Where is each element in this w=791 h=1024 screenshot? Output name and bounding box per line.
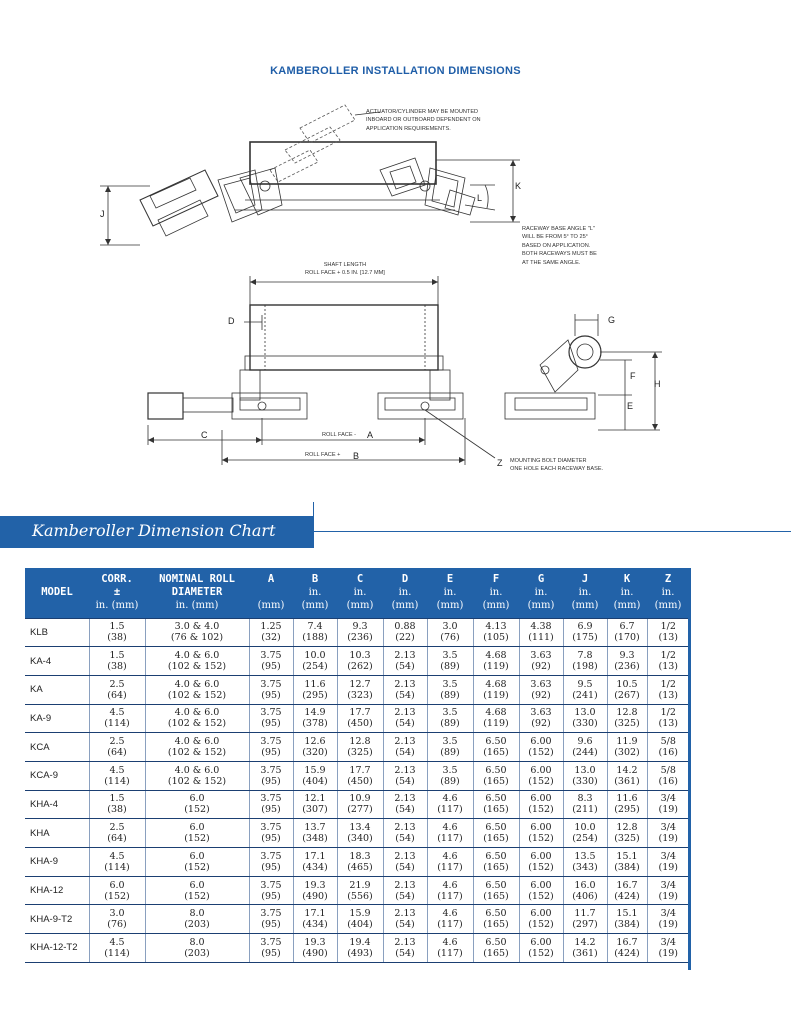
dim-b-cell: 12.1 (307) [293, 790, 337, 819]
dim-c-cell: 19.4 (493) [337, 934, 383, 963]
dim-a-cell: 3.75 (95) [249, 819, 293, 848]
dim-b-cell: 19.3 (490) [293, 934, 337, 963]
dim-f-cell: 6.50 (165) [473, 790, 519, 819]
dim-d-cell: 2.13 (54) [383, 675, 427, 704]
dim-z-cell: 3/4 (19) [647, 848, 689, 877]
dim-d-cell: 2.13 (54) [383, 647, 427, 676]
page-title: KAMBEROLLER INSTALLATION DIMENSIONS [270, 65, 521, 77]
dim-l: L [477, 193, 483, 203]
dim-f-cell: 6.50 (165) [473, 934, 519, 963]
corr-cell: 1.5 (38) [89, 647, 145, 676]
dim-z-cell: 3/4 (19) [647, 876, 689, 905]
dim-z-cell: 1/2 (13) [647, 618, 689, 647]
installation-drawing [0, 0, 791, 500]
dim-a-cell: 3.75 (95) [249, 848, 293, 877]
corr-cell: 2.5 (64) [89, 733, 145, 762]
dim-f-cell: 6.50 (165) [473, 733, 519, 762]
banner-divider [313, 502, 314, 548]
dim-j: J [100, 209, 105, 219]
model-cell: KA-4 [25, 647, 89, 676]
dim-f-cell: 6.50 (165) [473, 761, 519, 790]
dim-b-cell: 10.0 (254) [293, 647, 337, 676]
dim-g-cell: 3.63 (92) [519, 675, 563, 704]
dim-f-cell: 4.13 (105) [473, 618, 519, 647]
dimension-table [25, 568, 689, 963]
dim-e-cell: 3.0 (76) [427, 618, 473, 647]
table-row [25, 819, 689, 848]
dim-j-cell: 11.7 (297) [563, 905, 607, 934]
corr-cell: 4.5 (114) [89, 704, 145, 733]
dim-z-cell: 3/4 (19) [647, 905, 689, 934]
dim-z-cell: 1/2 (13) [647, 704, 689, 733]
dim-k-cell: 6.7 (170) [607, 618, 647, 647]
dim-f: F [630, 371, 636, 381]
dim-d-cell: 2.13 (54) [383, 704, 427, 733]
model-cell: KHA-9-T2 [25, 905, 89, 934]
dim-c-cell: 10.9 (277) [337, 790, 383, 819]
roll-diameter-cell: 8.0 (203) [145, 905, 249, 934]
dim-c-cell: 12.8 (325) [337, 733, 383, 762]
dim-g-cell: 6.00 (152) [519, 934, 563, 963]
dim-c: C [201, 430, 208, 440]
model-cell: KHA-12 [25, 876, 89, 905]
dim-a-cell: 3.75 (95) [249, 704, 293, 733]
actuator-note: ACTUATOR/CYLINDER MAY BE MOUNTED INBOARD OR OUTBOARD DEPENDENT ON APPLICATION REQUIREMENTS. [366, 109, 481, 132]
dim-z-cell: 1/2 (13) [647, 647, 689, 676]
dim-d-cell: 2.13 (54) [383, 905, 427, 934]
dim-k-cell: 15.1 (384) [607, 905, 647, 934]
table-row [25, 647, 689, 676]
corr-cell: 4.5 (114) [89, 761, 145, 790]
table-header-row [25, 568, 689, 618]
corr-cell: 2.5 (64) [89, 675, 145, 704]
dim-b-cell: 15.9 (404) [293, 761, 337, 790]
dim-a-cell: 3.75 (95) [249, 733, 293, 762]
corr-cell: 6.0 (152) [89, 876, 145, 905]
col-header-corr: CORR. ± in. (mm) [89, 568, 145, 618]
roll-diameter-cell: 6.0 (152) [145, 848, 249, 877]
roll-diameter-cell: 4.0 & 6.0 (102 & 152) [145, 675, 249, 704]
dim-c-cell: 12.7 (323) [337, 675, 383, 704]
dim-j-cell: 13.5 (343) [563, 848, 607, 877]
banner-rule [313, 531, 791, 532]
dim-z-cell: 5/8 (16) [647, 761, 689, 790]
col-header-e: E in. (mm) [427, 568, 473, 618]
dim-f-cell: 6.50 (165) [473, 876, 519, 905]
dim-e-cell: 3.5 (89) [427, 647, 473, 676]
dim-c-cell: 9.3 (236) [337, 618, 383, 647]
roll-diameter-cell: 8.0 (203) [145, 934, 249, 963]
dim-z-cell: 3/4 (19) [647, 790, 689, 819]
roll-body-top [250, 142, 436, 184]
corr-cell: 3.0 (76) [89, 905, 145, 934]
table-row [25, 790, 689, 819]
dim-j-cell: 10.0 (254) [563, 819, 607, 848]
dim-k-cell: 16.7 (424) [607, 876, 647, 905]
dim-a-cell: 3.75 (95) [249, 790, 293, 819]
dim-z-cell: 3/4 (19) [647, 934, 689, 963]
roll-face-plus-label: ROLL FACE + [305, 452, 341, 458]
dim-e-cell: 3.5 (89) [427, 675, 473, 704]
dim-j-cell: 16.0 (406) [563, 876, 607, 905]
dim-j-cell: 14.2 (361) [563, 934, 607, 963]
model-cell: KHA-4 [25, 790, 89, 819]
dim-b-cell: 13.7 (348) [293, 819, 337, 848]
table-row [25, 905, 689, 934]
dim-g-cell: 6.00 (152) [519, 733, 563, 762]
dim-g-cell: 4.38 (111) [519, 618, 563, 647]
model-cell: KA-9 [25, 704, 89, 733]
corr-cell: 4.5 (114) [89, 848, 145, 877]
dim-a-cell: 1.25 (32) [249, 618, 293, 647]
dim-j-cell: 13.0 (330) [563, 704, 607, 733]
roll-diameter-cell: 4.0 & 6.0 (102 & 152) [145, 647, 249, 676]
model-cell: KA [25, 675, 89, 704]
dim-b-cell: 11.6 (295) [293, 675, 337, 704]
table-row [25, 876, 689, 905]
dim-d-cell: 0.88 (22) [383, 618, 427, 647]
dim-d-cell: 2.13 (54) [383, 819, 427, 848]
dim-g-cell: 6.00 (152) [519, 761, 563, 790]
dim-d-cell: 2.13 (54) [383, 934, 427, 963]
dim-z-cell: 1/2 (13) [647, 675, 689, 704]
dim-f-cell: 4.68 (119) [473, 704, 519, 733]
model-cell: KCA [25, 733, 89, 762]
dim-d: D [228, 316, 235, 326]
dim-k-cell: 11.9 (302) [607, 733, 647, 762]
dim-k-cell: 10.5 (267) [607, 675, 647, 704]
col-header-c: C in. (mm) [337, 568, 383, 618]
dim-e-cell: 4.6 (117) [427, 790, 473, 819]
col-header-f: F in. (mm) [473, 568, 519, 618]
dim-g-cell: 6.00 (152) [519, 905, 563, 934]
dim-j-cell: 6.9 (175) [563, 618, 607, 647]
dim-b-cell: 12.6 (320) [293, 733, 337, 762]
dim-k-cell: 14.2 (361) [607, 761, 647, 790]
dim-c-cell: 17.7 (450) [337, 761, 383, 790]
dim-b-cell: 17.1 (434) [293, 848, 337, 877]
dim-e-cell: 3.5 (89) [427, 761, 473, 790]
dim-a-cell: 3.75 (95) [249, 647, 293, 676]
dim-e-cell: 3.5 (89) [427, 733, 473, 762]
table-row [25, 704, 689, 733]
col-header-z: Z in. (mm) [647, 568, 689, 618]
dim-a-cell: 3.75 (95) [249, 675, 293, 704]
corr-cell: 2.5 (64) [89, 819, 145, 848]
table-row [25, 675, 689, 704]
dim-e-cell: 4.6 (117) [427, 934, 473, 963]
dim-g-cell: 6.00 (152) [519, 848, 563, 877]
dim-f-cell: 6.50 (165) [473, 905, 519, 934]
dim-d-cell: 2.13 (54) [383, 733, 427, 762]
shaft-length-note: SHAFT LENGTH ROLL FACE + 0.5 IN. [12.7 MM] [305, 262, 385, 277]
dim-b-cell: 7.4 (188) [293, 618, 337, 647]
dim-j-cell: 7.8 (198) [563, 647, 607, 676]
dim-b-cell: 19.3 (490) [293, 876, 337, 905]
raceway-note: RACEWAY BASE ANGLE "L" WILL BE FROM 5° TO 25° BASED ON APPLICATION. BOTH RACEWAYS MUST BE AT THE SAME ANGLE. [522, 226, 597, 266]
dim-k-cell: 12.8 (325) [607, 819, 647, 848]
col-header-g: G in. (mm) [519, 568, 563, 618]
table-row [25, 934, 689, 963]
corr-cell: 4.5 (114) [89, 934, 145, 963]
roll-diameter-cell: 4.0 & 6.0 (102 & 152) [145, 704, 249, 733]
model-cell: KHA-9 [25, 848, 89, 877]
dim-d-cell: 2.13 (54) [383, 848, 427, 877]
dim-j-cell: 13.0 (330) [563, 761, 607, 790]
roll-diameter-cell: 6.0 (152) [145, 819, 249, 848]
dim-b-cell: 17.1 (434) [293, 905, 337, 934]
dim-k-cell: 9.3 (236) [607, 647, 647, 676]
dim-c-cell: 17.7 (450) [337, 704, 383, 733]
roll-face-minus-label: ROLL FACE - [322, 432, 356, 438]
dim-k: K [515, 181, 522, 191]
table-right-border [688, 568, 691, 970]
corr-cell: 1.5 (38) [89, 790, 145, 819]
roll-diameter-cell: 4.0 & 6.0 (102 & 152) [145, 761, 249, 790]
roll-diameter-cell: 3.0 & 4.0 (76 & 102) [145, 618, 249, 647]
col-header-b: B in. (mm) [293, 568, 337, 618]
col-header-a: A (mm) [249, 568, 293, 618]
dim-g: G [608, 315, 616, 325]
dim-a-cell: 3.75 (95) [249, 876, 293, 905]
dim-j-cell: 8.3 (211) [563, 790, 607, 819]
dim-g-cell: 6.00 (152) [519, 790, 563, 819]
dim-c-cell: 15.9 (404) [337, 905, 383, 934]
dim-e-cell: 3.5 (89) [427, 704, 473, 733]
dim-b: B [353, 451, 360, 461]
roll-diameter-cell: 6.0 (152) [145, 876, 249, 905]
dim-b-cell: 14.9 (378) [293, 704, 337, 733]
dim-c-cell: 13.4 (340) [337, 819, 383, 848]
dim-g-cell: 3.63 (92) [519, 704, 563, 733]
dim-j-cell: 9.6 (244) [563, 733, 607, 762]
dim-z: Z [497, 458, 503, 468]
dim-k-cell: 12.8 (325) [607, 704, 647, 733]
dim-a-cell: 3.75 (95) [249, 934, 293, 963]
dim-k-cell: 11.6 (295) [607, 790, 647, 819]
dim-e-cell: 4.6 (117) [427, 819, 473, 848]
dim-k-cell: 16.7 (424) [607, 934, 647, 963]
dim-g-cell: 6.00 (152) [519, 819, 563, 848]
dim-c-cell: 10.3 (262) [337, 647, 383, 676]
col-header-j: J in. (mm) [563, 568, 607, 618]
dim-f-cell: 4.68 (119) [473, 675, 519, 704]
table-row [25, 761, 689, 790]
dim-z-cell: 3/4 (19) [647, 819, 689, 848]
dim-k-cell: 15.1 (384) [607, 848, 647, 877]
table-row [25, 733, 689, 762]
model-cell: KHA [25, 819, 89, 848]
dim-a-cell: 3.75 (95) [249, 761, 293, 790]
col-header-roll-diameter: NOMINAL ROLL DIAMETER in. (mm) [145, 568, 249, 618]
model-cell: KLB [25, 618, 89, 647]
model-cell: KHA-12-T2 [25, 934, 89, 963]
dim-e: E [627, 401, 634, 411]
corr-cell: 1.5 (38) [89, 618, 145, 647]
roll-diameter-cell: 6.0 (152) [145, 790, 249, 819]
dim-f-cell: 6.50 (165) [473, 848, 519, 877]
dim-c-cell: 18.3 (465) [337, 848, 383, 877]
dim-d-cell: 2.13 (54) [383, 790, 427, 819]
chart-title: Kamberoller Dimension Chart [32, 521, 276, 540]
col-header-model: MODEL [25, 568, 89, 618]
dim-d-cell: 2.13 (54) [383, 876, 427, 905]
dim-z-cell: 5/8 (16) [647, 733, 689, 762]
mounting-bolt-note: MOUNTING BOLT DIAMETER ONE HOLE EACH RACEWAY BASE. [510, 458, 604, 473]
dim-a-cell: 3.75 (95) [249, 905, 293, 934]
col-header-d: D in. (mm) [383, 568, 427, 618]
dim-f-cell: 4.68 (119) [473, 647, 519, 676]
table-row [25, 848, 689, 877]
model-cell: KCA-9 [25, 761, 89, 790]
col-header-k: K in. (mm) [607, 568, 647, 618]
dim-j-cell: 9.5 (241) [563, 675, 607, 704]
dim-d-cell: 2.13 (54) [383, 761, 427, 790]
dim-g-cell: 6.00 (152) [519, 876, 563, 905]
table-row [25, 618, 689, 647]
dim-e-cell: 4.6 (117) [427, 905, 473, 934]
dim-e-cell: 4.6 (117) [427, 876, 473, 905]
dim-f-cell: 6.50 (165) [473, 819, 519, 848]
dim-g-cell: 3.63 (92) [519, 647, 563, 676]
roll-diameter-cell: 4.0 & 6.0 (102 & 152) [145, 733, 249, 762]
dim-c-cell: 21.9 (556) [337, 876, 383, 905]
dim-e-cell: 4.6 (117) [427, 848, 473, 877]
dim-h: H [654, 379, 661, 389]
dim-a: A [367, 430, 374, 440]
